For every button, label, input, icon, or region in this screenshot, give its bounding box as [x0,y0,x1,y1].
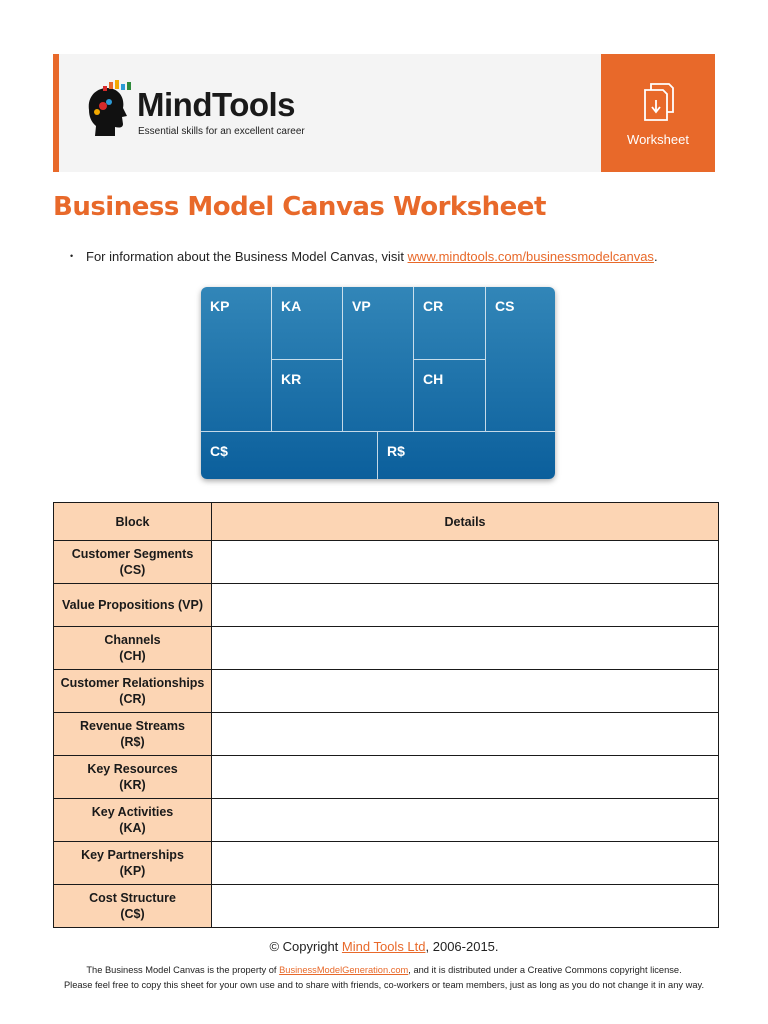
block-name-cell: Key Resources (KR) [54,756,212,799]
canvas-cell-cr: CR [414,287,486,360]
mindtools-ltd-link[interactable]: Mind Tools Ltd [341,939,426,954]
footer-note-line2: Please feel free to copy this sheet for your own use and to share with friends, co-workers or team members, just as long as you do not change it in any way. [63,980,705,990]
canvas-cell-ka: KA [272,287,343,360]
worksheet-label: Worksheet [627,132,689,147]
bullet-glyph: • [70,251,74,261]
column-header-details: Details [212,503,719,541]
block-name-cell: Value Propositions (VP) [54,584,212,627]
header-banner [53,54,715,172]
page-title: Business Model Canvas Worksheet [53,192,546,222]
table-header-row [54,503,719,541]
block-name-cell: Key Activities (KA) [54,799,212,842]
block-name-cell: Key Partnerships (KP) [54,842,212,885]
block-name-cell: Cost Structure (C$) [54,885,212,928]
info-suffix: . [653,249,658,264]
block-name-cell: Revenue Streams (R$) [54,713,212,756]
table-row [54,756,719,799]
footer-copyright: © Copyright Mind Tools Ltd, 2006-2015. [269,939,499,954]
header-accent-stripe [53,54,59,172]
logo-tagline: Essential skills for an excellent career [138,126,305,137]
details-input-cell[interactable] [212,799,719,842]
details-input-cell[interactable] [212,584,719,627]
footer-license-note: The Business Model Canvas is the property of BusinessModelGeneration.com, and it is distributed under a Creative Commons copyright license. Please feel free to copy this sheet for your own use and to share with friends, co-workers or team members, just as long as you do not change it in any way. [63,965,705,990]
table-row [54,713,719,756]
canvas-cell-ch: CH [414,360,486,432]
canvas-cell-vp: VP [343,287,414,432]
canvas-cell-revenue-streams: R$ [387,443,405,459]
table-row [54,799,719,842]
table-row [54,670,719,713]
bmg-link[interactable]: BusinessModelGeneration.com [279,965,409,975]
details-input-cell[interactable] [212,713,719,756]
details-input-cell[interactable] [212,541,719,584]
logo-wordmark: MindTools [137,86,296,123]
table-row [54,627,719,670]
business-model-canvas-diagram [201,287,555,479]
worksheet-badge [601,54,715,172]
details-input-cell[interactable] [212,756,719,799]
block-name-cell: Customer Relationships (CR) [54,670,212,713]
head-silhouette-icon [83,80,135,138]
canvas-cell-kp: KP [201,287,272,432]
worksheet-document-icon [641,82,675,122]
canvas-cell-cs: CS [486,287,555,432]
details-input-cell[interactable] [212,627,719,670]
details-input-cell[interactable] [212,885,719,928]
canvas-cell-kr: KR [272,360,343,432]
bmc-link[interactable]: www.mindtools.com/businessmodelcanvas [407,249,654,264]
details-input-cell[interactable] [212,670,719,713]
table-row [54,584,719,627]
details-input-cell[interactable] [212,842,719,885]
canvas-cell-cost-structure: C$ [201,432,378,479]
column-header-block: Block [54,503,212,541]
table-row [54,842,719,885]
table-row [54,885,719,928]
block-name-cell: Channels (CH) [54,627,212,670]
table-row [54,541,719,584]
block-name-cell: Customer Segments (CS) [54,541,212,584]
info-line [70,249,658,264]
blocks-table [53,502,719,928]
mindtools-logo[interactable] [83,80,343,150]
info-text: For information about the Business Model Canvas, visit [86,249,408,264]
